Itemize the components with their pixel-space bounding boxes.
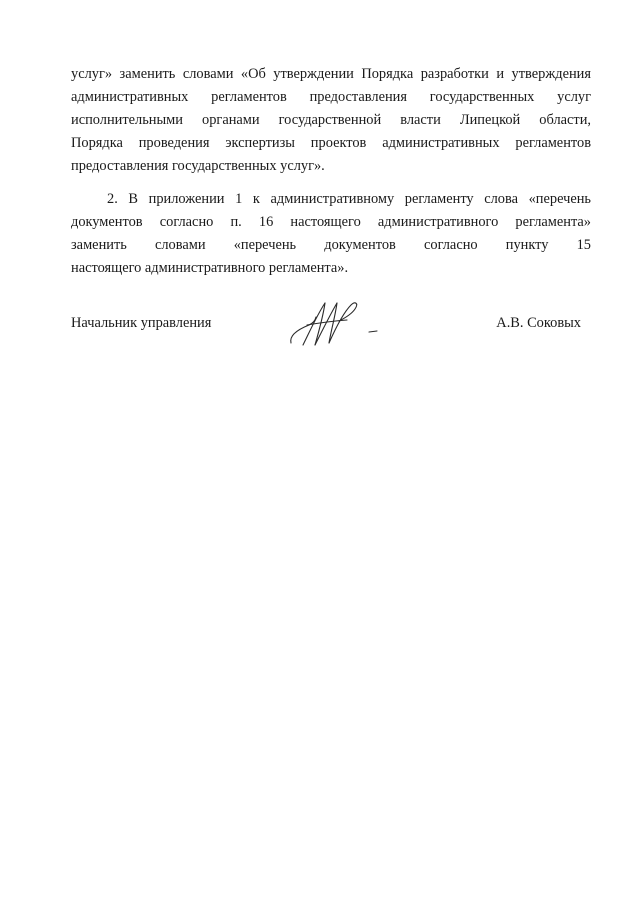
text-line: документов согласно п. 16 настоящего административного регламента» <box>71 214 591 230</box>
paragraph-1 <box>71 63 591 178</box>
text-line: предоставления государственных услуг». <box>71 158 325 174</box>
handwritten-signature <box>285 295 395 355</box>
text-line: исполнительными органами государственной власти Липецкой области, <box>71 112 591 128</box>
text-line: услуг» заменить словами «Об утверждении Порядка разработки и утверждения <box>71 66 591 82</box>
document-body <box>71 63 591 280</box>
signer-position: Начальник управления <box>71 315 212 331</box>
text-line: настоящего административного регламента». <box>71 260 349 276</box>
text-line: административных регламентов предоставления государственных услуг <box>71 89 591 105</box>
signature-block <box>71 313 591 353</box>
signer-name: А.В. Соковых <box>496 315 581 331</box>
text-line: 2. В приложении 1 к административному регламенту слова «перечень <box>107 191 591 207</box>
text-line: Порядка проведения экспертизы проектов административных регламентов <box>71 135 591 151</box>
text-line: заменить словами «перечень документов согласно пункту 15 <box>71 237 591 253</box>
paragraph-2 <box>71 188 591 280</box>
